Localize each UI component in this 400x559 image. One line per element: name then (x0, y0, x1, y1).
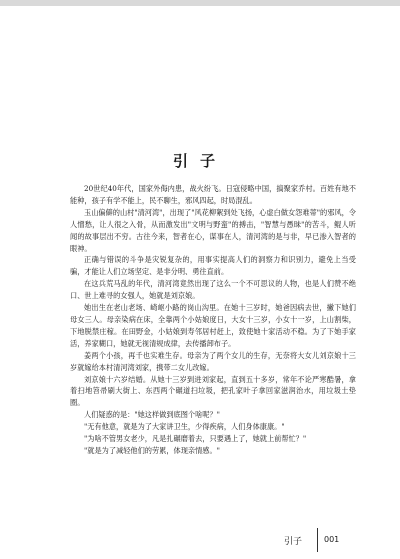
top-edge-band (0, 0, 400, 6)
paragraph: 姜两个小孩，再千也实难生存。母亲为了两个女儿的生存，无奈将大女儿刘京娘十三岁就嫁给本村清河湾刘家，携带二女儿改嫁。 (70, 350, 356, 372)
paragraph: 人们疑惑的是："她这样做到底图个啥呢？" (84, 410, 220, 420)
paragraph: 正确与错误的斗争是灾锐复杂的，用事实提高人们的洞察力和识别力，避免上当受骗，才能让人们立场坚定、是非分明、勇往直前。 (70, 255, 356, 277)
paragraph: 她出生在老山老场、崎岖小路的岗山沟里。在她十三岁时，她爸因病去世，撇下她们母女三人。母亲染病在床，全靠两个小姑娘度日，大女十三岁，小女十一岁，上山割柴，下地脱禁庄稼。在田野金，小姑娘到寿邻居村赶上，致使她十家活动不稳。为了下她手家活，养家糊口，她就无视清规成律，去传播卸布子。 (70, 303, 356, 348)
paragraph: "就是为了减轻他们的劳累，体现亲情感。" (84, 445, 220, 455)
body-text (70, 183, 356, 457)
paragraph: "无有他意，就是为了大家讲卫生，少得疾病，人们身体康康。" (84, 422, 285, 432)
paragraph: 20世纪40年代，国家外侮内患，战火纷飞。日寇侵略中国，搞聚家乔村。百姓有地不能种，孩子有学不能上，民不聊生，邪风四起，时局混乱。 (70, 184, 356, 205)
running-footer-title: 引子 (284, 537, 303, 547)
paragraph: 在这兵荒马乱的年代，清河湾竟然出现了这么一个不可思议的人物，也是人们赞不绝口、世上难寻的女强人，她就是刘京娘。 (70, 279, 356, 301)
paragraph: 刘京娘十六岁结婚。从她十三岁到进刘家起，直到五十多岁，常年不论严寒酷暑，拿着扫地笤帚刷大街上、东西两个碾道扫垃圾，把孔家叶子拿回家滋润治水，用垃圾土垫圈。 (70, 374, 356, 408)
paragraph: 玉山偏僻的山村"清河湾"，出现了"风花柳絮到处飞扬，心虚白做女怨难蒂"的邪风，令人憎愁，让人很之入骨，从而激发出"文明与野蛮"的搏击，"智慧与愚昧"的苦斗，鲲人听闻的故事层出不穷。古往今来，智者在心，谋事在人，清河湾的是与非，早已渗入智者的眼神。 (70, 207, 356, 253)
paragraph: "为啥不管男女老少，凡是扎碾磨着去，只要遇上了，她就上前帮忙？" (84, 434, 307, 444)
chapter-title: 引子 (172, 152, 227, 170)
page-number: 001 (324, 535, 340, 544)
footer-divider (317, 528, 318, 552)
